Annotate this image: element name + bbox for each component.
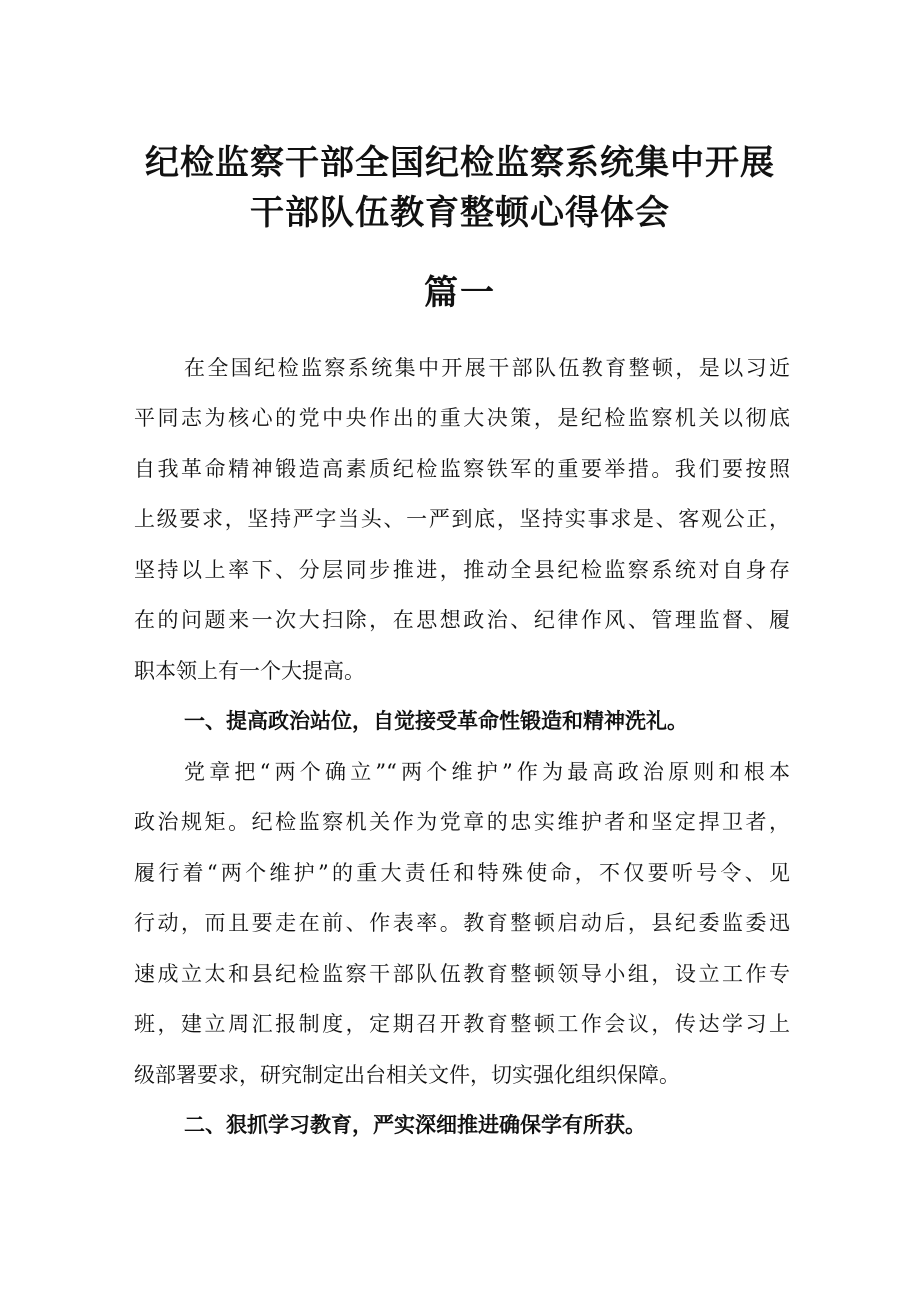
- paragraph-1-line-4: 上级要求，坚持严字当头、一严到底，坚持实事求是、客观公正，: [134, 507, 790, 531]
- paragraph-1-line-1: 在全国纪检监察系统集中开展干部队伍教育整顿，是以习近: [184, 356, 790, 380]
- document-title-line-2: 干部队伍教育整顿心得体会: [250, 193, 670, 233]
- paragraph-2-line-4: 行动，而且要走在前、作表率。教育整顿启动后，县纪委监委迅: [134, 911, 790, 935]
- paragraph-2-line-5: 速成立太和县纪检监察干部队伍教育整顿领导小组，设立工作专: [134, 962, 790, 986]
- paragraph-2-line-7: 级部署要求，研究制定出台相关文件，切实强化组织保障。: [134, 1063, 680, 1087]
- paragraph-2-line-6: 班，建立周汇报制度，定期召开教育整顿工作会议，传达学习上: [134, 1012, 790, 1036]
- section-heading-1: 一、提高政治站位，自觉接受革命性锻造和精神洗礼。: [184, 709, 688, 733]
- paragraph-2-line-2: 政治规矩。纪检监察机关作为党章的忠实维护者和坚定捍卫者，: [134, 810, 790, 834]
- paragraph-1-line-7: 职本领上有一个大提高。: [134, 659, 365, 683]
- paragraph-1-line-2: 平同志为核心的党中央作出的重大决策，是纪检监察机关以彻底: [134, 406, 790, 430]
- section-title: 篇一: [424, 273, 496, 313]
- paragraph-2-line-3: 履行着“两个维护”的重大责任和特殊使命，不仅要听号令、见: [134, 861, 790, 885]
- section-heading-2: 二、狠抓学习教育，严实深细推进确保学有所获。: [184, 1113, 646, 1137]
- paragraph-1-line-3: 自我革命精神锻造高素质纪检监察铁军的重要举措。我们要按照: [134, 457, 790, 481]
- paragraph-2-line-1: 党章把“两个确立”“两个维护”作为最高政治原则和根本: [184, 760, 790, 784]
- document-title-line-1: 纪检监察干部全国纪检监察系统集中开展: [145, 143, 775, 183]
- paragraph-1-line-5: 坚持以上率下、分层同步推进，推动全县纪检监察系统对自身存: [134, 558, 790, 582]
- paragraph-1-line-6: 在的问题来一次大扫除，在思想政治、纪律作风、管理监督、履: [134, 608, 790, 632]
